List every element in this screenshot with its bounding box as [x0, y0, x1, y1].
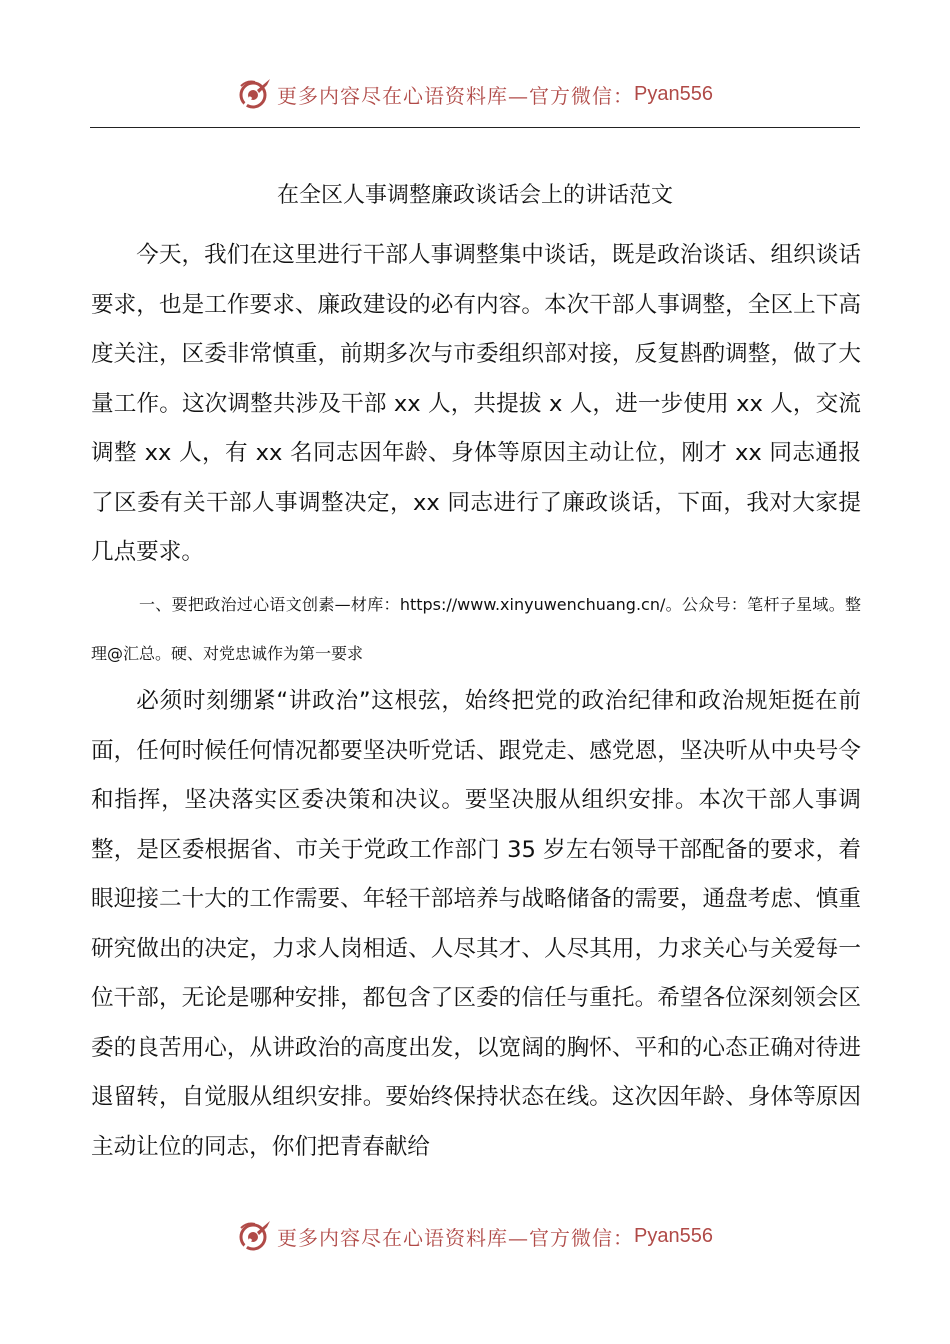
pen-logo-icon — [237, 76, 273, 112]
paragraph-political-requirements: 必须时刻绷紧“讲政治”这根弦，始终把党的政治纪律和政治规矩挺在前面，任何时候任何情况都要坚决听党话、跟党走、感党恩，坚决听从中央号令和指挥，坚决落实区委决策和决议。要坚决服从组织安排。本次干部人事调整，是区委根据省、市关于党政工作部门 35 岁左右领导干部配备的要求，着眼迎接二十大的工作需要、年轻干部培养与战略储备的需要，通盘考虑、慎重研究做出的决定，力求人岗相适、人尽其才、人尽其用，力求关心与关爱每一位干部，无论是哪种安排，都包含了区委的信任与重托。希望各位深刻领会区委的良苦用心，从讲政治的高度出发，以宽阔的胸怀、平和的心态正确对待进退留转，自觉服从组织安排。要始终保持状态在线。这次因年龄、身体等原因主动让位的同志，你们把青春献给 — [91, 688, 861, 1160]
document-title: 在全区人事调整廉政谈话会上的讲话范文 — [276, 183, 673, 208]
pen-logo-icon — [237, 1218, 273, 1254]
paragraph-section-heading: 一、要把政治过心语文创素—材库：https://www.xinyuwenchuang.cn/。公众号：笔杆子星域。整理@汇总。硬、对党忠诚作为第一要求 — [91, 595, 861, 663]
footer-banner[interactable] — [0, 1212, 950, 1260]
paragraph-intro: 今天，我们在这里进行干部人事调整集中谈话，既是政治谈话、组织谈话要求，也是工作要求、廉政建设的必有内容。本次干部人事调整，全区上下高度关注，区委非常慎重，前期多次与市委组织部对接，反复斟酌调整，做了大量工作。这次调整共涉及干部 xx 人，共提拔 x 人，进一步使用 xx 人，交流调整 xx 人，有 xx 名同志因年龄、身体等原因主动让位，刚才 xx 同志通报了区委有关干部人事调整决定，xx 同志进行了廉政谈话，下面，我对大家提几点要求。 — [91, 242, 861, 565]
header-wechat-id: Pyan556 — [634, 82, 713, 105]
header-banner-text: 更多内容尽在心语资料库—官方微信： — [277, 83, 635, 108]
header-divider — [90, 127, 860, 128]
footer-wechat-id: Pyan556 — [634, 1224, 713, 1247]
header-banner[interactable] — [0, 70, 950, 118]
footer-banner-text: 更多内容尽在心语资料库—官方微信： — [277, 1225, 635, 1250]
